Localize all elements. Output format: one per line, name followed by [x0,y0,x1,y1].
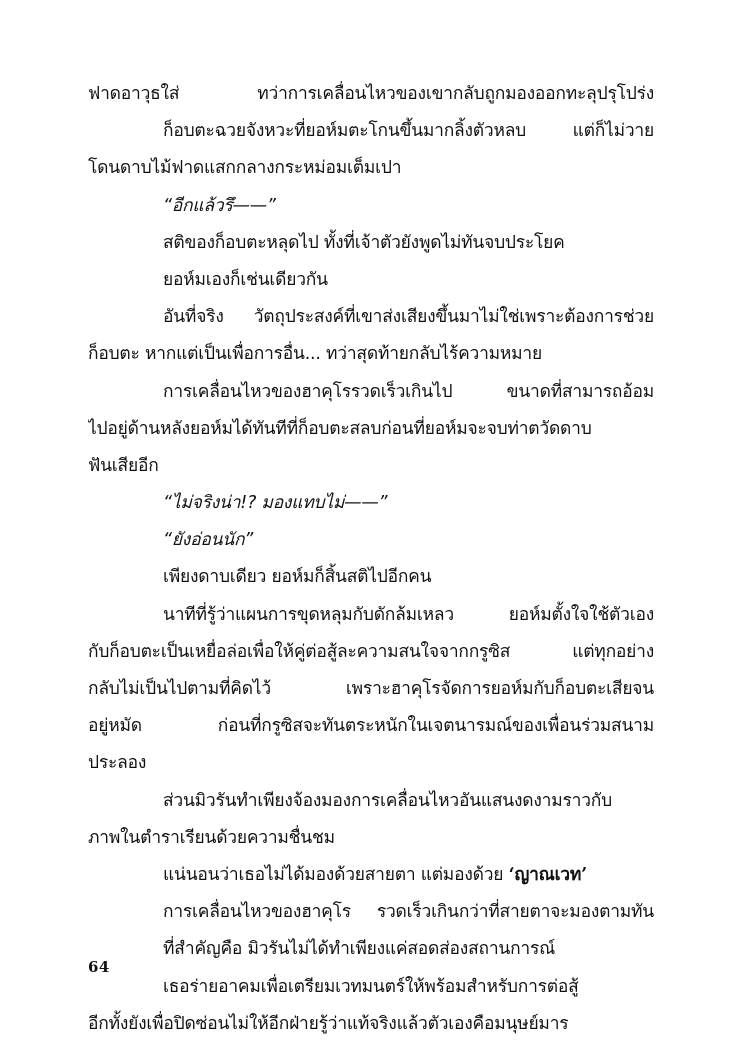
dialogue-line [88,485,654,522]
text-line [88,76,654,113]
line-text: ยอห์มเองก็เช่นเดียวกัน [163,269,328,290]
text-line [88,894,654,931]
line-text: โดนดาบไม้ฟาดแสกกลางกระหม่อมเต็มเปา [88,158,402,179]
text-line [88,671,654,708]
line-text: นาทีที่รู้ว่าแผนการขุดหลุมกับดักล้มเหลว ยอห์มตั้งใจใช้ตัวเอง [163,604,654,625]
line-text: กลับไม่เป็นไปตามที่คิดไว้ เพราะฮาคุโรจัดการยอห์มกับก็อบตะเสียจน [88,679,654,699]
book-page-body [88,76,654,1043]
line-text: “ยังอ่อนนัก” [163,530,254,551]
text-line [88,411,654,448]
line-text: อันที่จริง วัตถุประสงค์ที่เขาส่งเสียงขึ้นมาไม่ใช่เพราะต้องการช่วย [163,307,654,328]
text-line [88,634,654,671]
line-text: ไปอยู่ด้านหลังยอห์มได้ทันทีที่ก็อบตะสลบก่อนที่ยอห์มจะจบท่าตวัดดาบ [88,418,592,439]
line-text: ที่สำคัญคือ มิวรันไม่ได้ทำเพียงแค่สอดส่องสถานการณ์ [163,939,556,960]
line-text: เพียงดาบเดียว ยอห์มก็สิ้นสติไปอีกคน [163,567,432,588]
text-line [88,931,654,968]
text-line [88,820,654,857]
line-text: “ไม่จริงน่า!? มองแทบไม่——” [163,493,388,514]
line-text: กับก็อบตะเป็นเหยื่อล่อเพื่อให้คู่ต่อสู้ละความสนใจจากกรูซิส แต่ทุกอย่าง [88,641,654,662]
line-text: ฟาดอาวุธใส่ ทว่าการเคลื่อนไหวของเขากลับถูกมองออกทะลุปรุโปร่ง [88,84,654,104]
paragraph-lines [88,76,654,1043]
text-line [88,783,654,820]
text-line [88,708,654,745]
line-text: การเคลื่อนไหวของฮาคุโรรวดเร็วเกินไป ขนาดที่สามารถอ้อม [163,381,654,402]
dialogue-line [88,188,654,225]
text-line [88,113,654,150]
text-line [88,559,654,596]
line-text: ก็อบตะ หากแต่เป็นเพื่อการอื่น... ทว่าสุดท้ายกลับไร้ความหมาย [88,344,542,365]
text-line [88,745,654,782]
text-line [88,857,654,894]
line-text: ฟันเสียอีก [88,455,159,476]
line-text: ประลอง [88,753,147,774]
text-line [88,448,654,485]
dialogue-line [88,522,654,559]
page-number: 64 [88,958,110,976]
text-line [88,1006,654,1043]
line-text: ภาพในตำราเรียนด้วยความชื่นชม [88,827,335,848]
line-text: การเคลื่อนไหวของฮาคุโร รวดเร็วเกินกว่าที่สายตาจะมองตามทัน [163,902,654,923]
text-line [88,374,654,411]
line-text: ส่วนมิวรันทำเพียงจ้องมองการเคลื่อนไหวอันแสนงดงามราวกับ [163,790,612,811]
text-line [88,150,654,187]
line-text: สติของก็อบตะหลุดไป ทั้งที่เจ้าตัวยังพูดไม่ทันจบประโยค [163,232,565,253]
line-text: แน่นอนว่าเธอไม่ได้มองด้วยสายตา แต่มองด้วย [163,864,509,885]
line-text: ก็อบตะฉวยจังหวะที่ยอห์มตะโกนขึ้นมากลิ้งตัวหลบ แต่ก็ไม่วาย [163,121,654,142]
text-line [88,225,654,262]
text-line [88,299,654,336]
emphasized-term: ‘ญาณเวท’ [508,864,587,885]
text-line [88,969,654,1006]
line-text: อยู่หมัด ก่อนที่กรูซิสจะทันตระหนักในเจตนารมณ์ของเพื่อนร่วมสนาม [88,716,654,737]
text-line [88,262,654,299]
line-text: อีกทั้งยังเพื่อปิดซ่อนไม่ให้อีกฝ่ายรู้ว่าแท้จริงแล้วตัวเองคือมนุษย์มาร [88,1013,569,1034]
text-line [88,336,654,373]
text-line [88,597,654,634]
line-text: เธอร่ายอาคมเพื่อเตรียมเวทมนตร์ให้พร้อมสำหรับการต่อสู้ [163,976,579,997]
line-text: “อีกแล้วรึ——” [163,195,276,216]
